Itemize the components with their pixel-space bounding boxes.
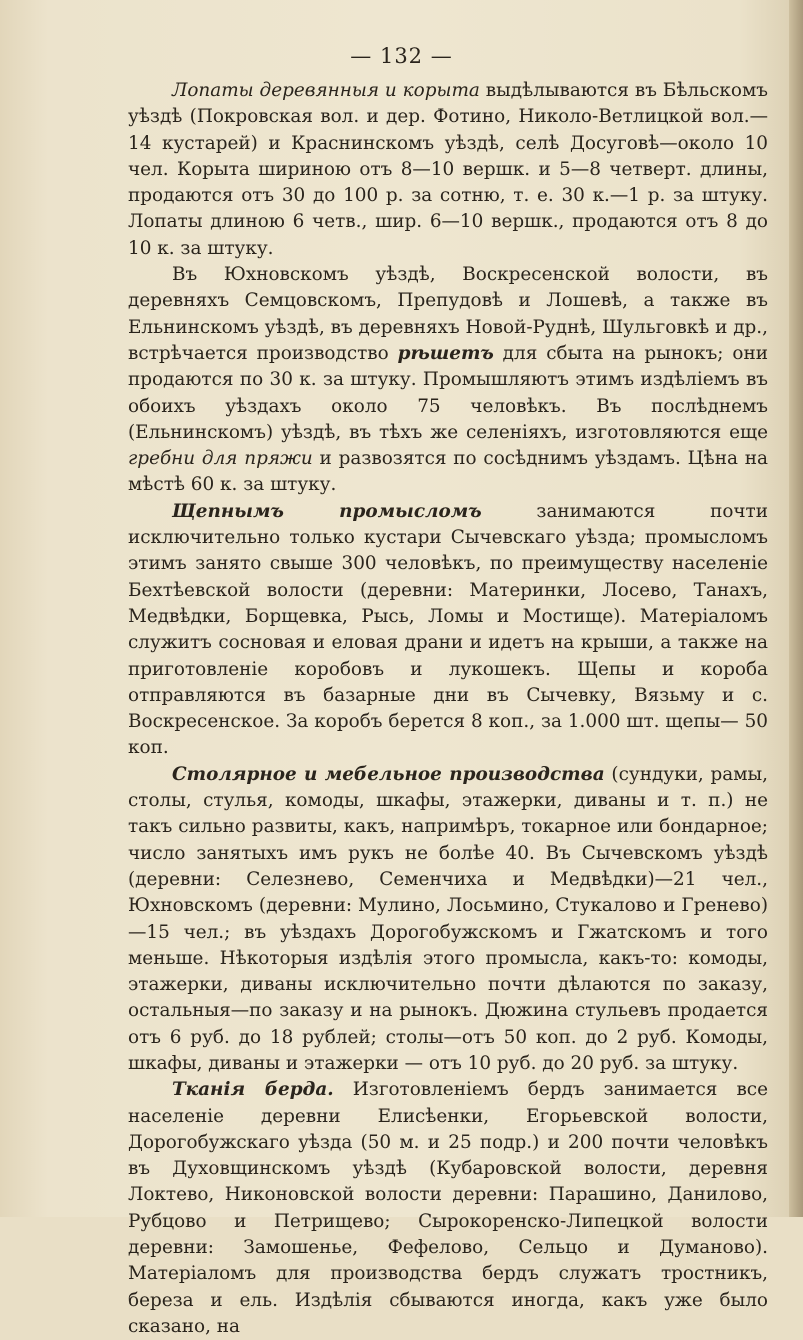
text-run: Въ Юхновскомъ уѣздѣ, Воскресенской волости, въ деревняхъ Семцовскомъ, Препудовѣ и Лошевѣ, а также въ Ельнинскомъ уѣздѣ, въ деревняхъ Новой-Руднѣ, Шульговкѣ и др., встрѣчается производство: [128, 264, 768, 364]
page-number: — 132 —: [350, 44, 453, 68]
paragraph: [128, 1077, 768, 1340]
paragraph: [128, 262, 768, 499]
bold-italic-term: Тканія берда.: [172, 1079, 334, 1101]
text-run: и развозятся по сосѣднимъ уѣздамъ. Цѣна на мѣстѣ 60 к. за штуку.: [128, 448, 768, 496]
italic-term: гребни для пряжи: [128, 448, 313, 470]
italic-term: Лопаты деревянныя и корыта: [172, 80, 480, 101]
paragraph: [128, 762, 768, 1078]
bold-italic-term: Столярное и мебельное производства: [172, 763, 605, 785]
text-run: выдѣлываются въ Бѣльскомъ уѣздѣ (Покровская вол. и дер. Фотино, Николо-Ветлицкой вол.— 14 кустарей) и Краснинскомъ уѣздѣ, селѣ Досуговѣ—около 10 чел. Корыта шириною отъ 8—10 вершк. и 5—8 четверт. длины, продаются отъ 30 до 100 р. за сотню, т. е. 30 к.—1 р. за штуку. Лопаты длиною 6 четв., шир. 6—10 вершк., продаются отъ 8 до 10 к. за штуку.: [128, 80, 768, 259]
bold-italic-term: Щепнымъ промысломъ: [172, 500, 482, 522]
text-run: занимаются почти исключительно только кустари Сычевскаго уѣзда; промысломъ этимъ занято свыше 300 человѣкъ, по преимуществу населеніе Бехтѣевской волости (деревни: Материнки, Лосево, Танахъ, Медвѣдки, Борщевка, Рысь, Ломы и Мостище). Матеріаломъ служитъ сосновая и еловая драни и идетъ на крыши, а также на приготовленіе коробовъ и лукошекъ. Щепы и короба отправляются въ базарные дни въ Сычевку, Вязьму и с. Воскресенское. За коробъ берется 8 коп., за 1.000 шт. щепы— 50 коп.: [128, 500, 768, 759]
text-run: (сундуки, рамы, столы, стулья, комоды, шкафы, этажерки, диваны и т. п.) не такъ сильно развиты, какъ, напримѣръ, токарное или бондарное; число занятыхъ имъ рукъ не болѣе 40. Въ Сычевскомъ уѣздѣ (деревни: Селезнево, Семенчиха и Медвѣдки)—21 чел., Юхновскомъ (деревни: Мулино, Лосьмино, Стукалово и Гренево)—15 чел.; въ уѣздахъ Дорогобужскомъ и Гжатскомъ и того меньше. Нѣкоторыя издѣлія этого промысла, какъ-то: комоды, этажерки, диваны исключительно почти дѣлаются по заказу, остальныя—по заказу и на рынокъ. Дюжина стульевъ продается отъ 6 руб. до 18 рублей; столы—отъ 50 коп. до 2 руб. Комоды, шкафы, диваны и этажерки — отъ 10 руб. до 20 руб. за штуку.: [128, 763, 768, 1074]
page-spine-shadow: [789, 0, 803, 1217]
body-text: [128, 78, 768, 1340]
text-run: Изготовленіемъ бердъ занимается все населеніе деревни Елисѣенки, Егорьевской волости, Дорогобужскаго уѣзда (50 м. и 25 подр.) и 200 почти человѣкъ въ Духовщинскомъ уѣздѣ (Кубаровской волости, деревня Локтево, Никоновской волости деревни: Парашино, Данилово, Рубцово и Петрищево; Сырокоренско-Липецкой волости деревни: Замошенье, Фефелово, Сельцо и Думаново). Матеріаломъ для производства бердъ служатъ тростникъ, береза и ель. Издѣлія сбываются иногда, какъ уже было сказано, на: [128, 1079, 768, 1337]
paragraph: [128, 499, 768, 762]
paragraph: [128, 78, 768, 262]
bold-italic-term: рѣшетъ: [397, 342, 494, 364]
text-run: для сбыта на рынокъ; они продаются по 30 к. за штуку. Промышляютъ этимъ издѣліемъ въ обоихъ уѣздахъ около 75 человѣкъ. Въ послѣднемъ (Ельнинскомъ) уѣздѣ, въ тѣхъ же селеніяхъ, изготовляются еще: [128, 342, 768, 443]
